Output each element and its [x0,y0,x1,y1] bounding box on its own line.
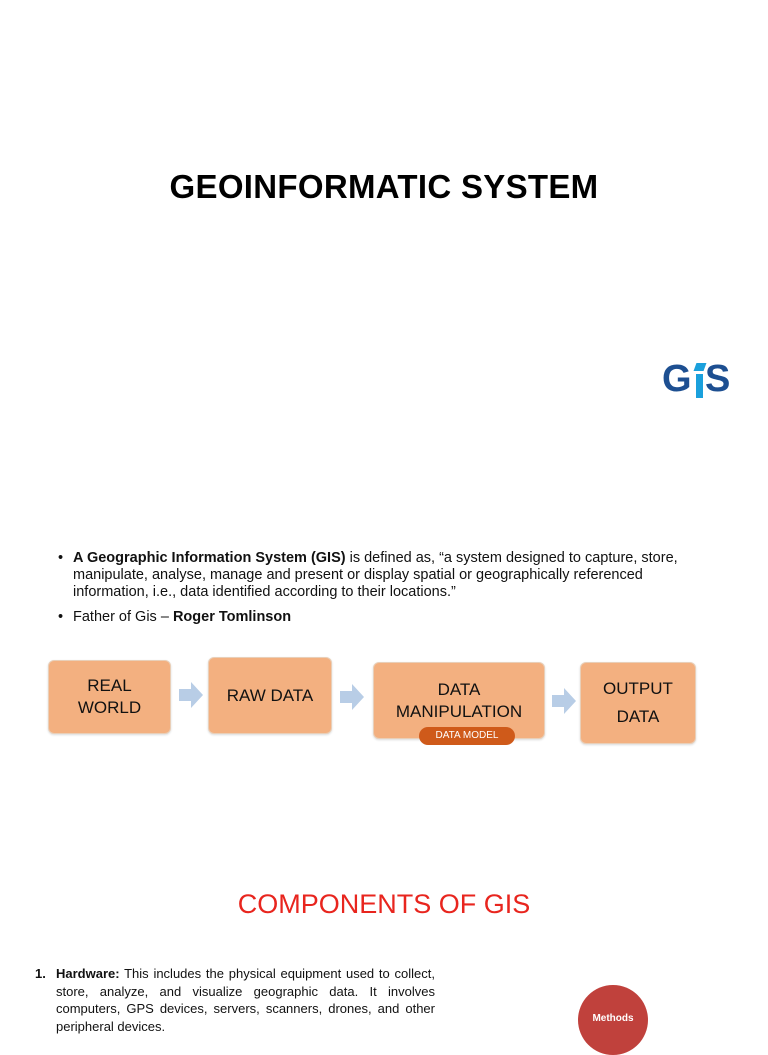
intro-bullets [56,550,696,634]
flow-step-output-data-line1: OUTPUT [603,679,673,698]
methods-label: Methods [592,1013,634,1024]
logo-letter-g: G [662,358,692,400]
flow-arrow-icon [179,682,203,708]
flow-step-raw-data [208,657,332,734]
methods-circle [578,985,648,1055]
component-item-text: This includes the physical equipment used to collect, store, analyze, and visualize geographic data. It involves computers, GPS devices, servers, scanners, drones, and other peripheral devices. [56,966,435,1034]
component-item-title: Hardware: [56,966,120,981]
flow-step-raw-data-label: RAW DATA [226,685,314,705]
gis-definition-text: is defined as, “a system designed to capture, store, manipulate, analyse, manage and present or display spatial or geographically referenced information, i.e., data identified according to their locations.” [73,550,678,600]
components-heading: COMPONENTS OF GIS [237,889,531,919]
bullet-father-of-gis [56,609,696,626]
flow-step-real-world-line1: REAL [87,676,132,695]
flow-step-output-data-line2: DATA [616,707,660,726]
flow-step-output-data [580,662,696,744]
components-list [35,965,435,1035]
gis-term: A Geographic Information System (GIS) [73,550,346,566]
page-title: GEOINFORMATIC SYSTEM [169,168,599,205]
flow-step-real-world-line2: WORLD [77,698,142,717]
flow-arrow-icon [340,684,364,710]
logo-letter-s: S [705,358,731,400]
component-item-number: 1. [35,966,46,981]
father-label: Father of Gis – [73,609,173,625]
logo-i-bar [696,374,703,398]
flow-arrow-icon [552,688,576,714]
bullet-gis-definition [56,550,696,601]
flow-step-real-world [48,660,171,734]
data-model-badge: DATA MODEL [419,727,515,745]
gis-logo [662,358,738,400]
father-name: Roger Tomlinson [172,609,292,625]
bullet-dot-icon: • [58,609,64,625]
flow-step-data-manipulation-line1: DATA [437,680,481,699]
flow-step-data-manipulation-line2: MANIPULATION [395,702,523,721]
component-item-hardware [35,965,435,1035]
bullet-dot-icon: • [58,550,64,566]
